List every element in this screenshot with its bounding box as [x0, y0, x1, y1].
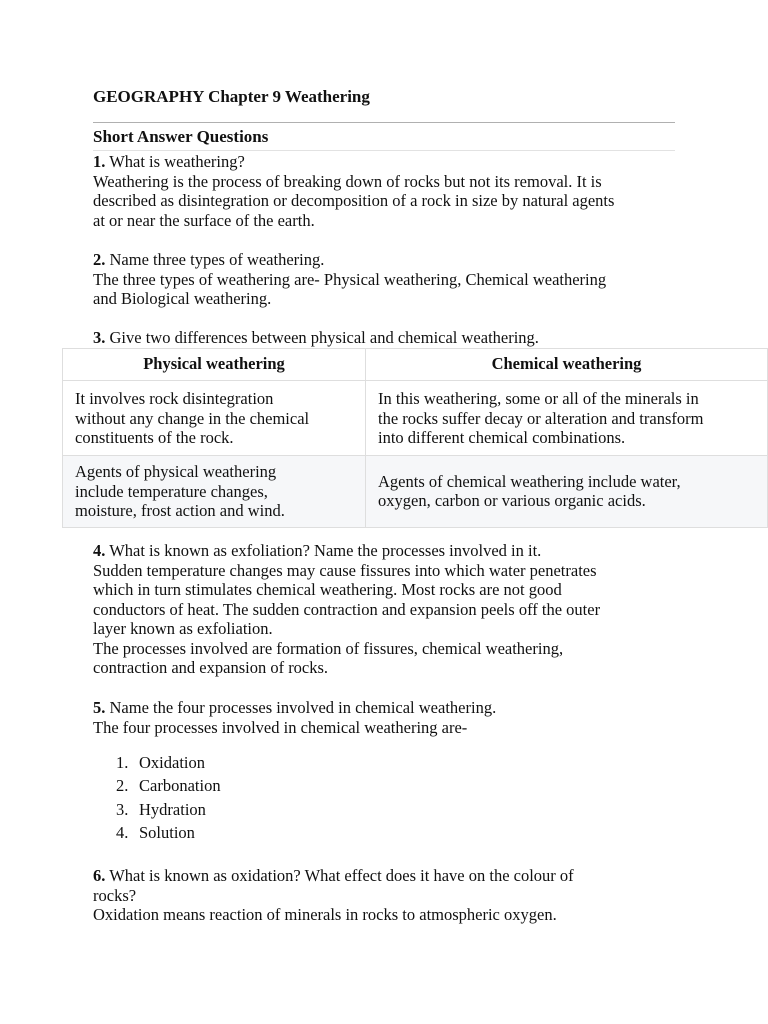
list-item [93, 753, 221, 776]
table-cell [366, 381, 768, 456]
answer-line: conductors of heat. The sudden contraction and expansion peels off the outer [93, 599, 601, 619]
answer-line: at or near the surface of the earth. [93, 210, 315, 230]
answer-line: which in turn stimulates chemical weathering. Most rocks are not good [93, 580, 562, 599]
answer-line: The four processes involved in chemical weathering are- [93, 717, 468, 737]
question-2 [93, 250, 693, 309]
question-number: 3. [93, 328, 106, 347]
cell-line: into different chemical combinations. [378, 428, 626, 447]
cell-line: oxygen, carbon or various organic acids. [378, 491, 646, 511]
question-number: 5. [93, 698, 106, 717]
list-text: Oxidation [139, 753, 205, 772]
list-item [93, 776, 221, 799]
list-number: 1. [116, 753, 129, 772]
question-6 [93, 866, 693, 925]
answer-line: Oxidation means reaction of minerals in rocks to atmospheric oxygen. [93, 905, 557, 924]
cell-line: the rocks suffer decay or alteration and transform [378, 408, 704, 428]
question-1 [93, 152, 693, 230]
section-title: Short Answer Questions [93, 127, 269, 146]
question-number: 1. [93, 152, 106, 171]
answer-line: described as disintegration or decomposition of a rock in size by natural agents [93, 191, 615, 210]
list-text: Carbonation [139, 776, 221, 796]
answer-line: and Biological weathering. [93, 289, 272, 308]
question-number: 2. [93, 250, 106, 269]
table-header-physical: Physical weathering [63, 349, 366, 381]
list-text: Hydration [139, 799, 206, 819]
question-text: Name three types of weathering. [109, 250, 325, 269]
question-3-text [93, 328, 693, 348]
list-text: Solution [139, 822, 195, 842]
cell-line: constituents of the rock. [75, 428, 234, 447]
question-number: 4. [93, 541, 106, 560]
question-number: 6. [93, 866, 106, 885]
cell-line: without any change in the chemical [75, 408, 310, 428]
answer-line: contraction and expansion of rocks. [93, 658, 329, 677]
question-text: Give two differences between physical and chemical weathering. [109, 328, 539, 347]
question-5 [93, 698, 693, 737]
question-4 [93, 541, 693, 678]
question-text: What is known as exfoliation? Name the processes involved in it. [109, 541, 542, 560]
process-list [93, 753, 221, 846]
list-item [93, 800, 221, 823]
cell-line: In this weathering, some or all of the minerals in [378, 389, 699, 408]
document-title: GEOGRAPHY Chapter 9 Weathering [93, 87, 370, 106]
question-text-continued: rocks? [93, 885, 137, 905]
table-header-chemical: Chemical weathering [366, 349, 768, 381]
answer-line: The three types of weathering are- Physical weathering, Chemical weathering [93, 269, 607, 289]
comparison-table [62, 348, 768, 528]
cell-line: Agents of chemical weathering include water, [378, 471, 681, 491]
answer-line: Weathering is the process of breaking down of rocks but not its removal. It is [93, 171, 602, 191]
table-header-row [63, 349, 768, 381]
question-4-text [93, 541, 693, 561]
list-number: 4. [116, 822, 129, 842]
answer-line: Sudden temperature changes may cause fissures into which water penetrates [93, 560, 597, 580]
question-5-text [93, 698, 693, 718]
table-row [63, 456, 768, 528]
table-cell [366, 456, 768, 528]
question-3 [93, 328, 693, 348]
cell-line: include temperature changes, [75, 481, 268, 501]
question-6-text [93, 866, 693, 886]
list-number: 3. [116, 799, 129, 819]
question-2-text [93, 250, 693, 270]
cell-line: It involves rock disintegration [75, 389, 274, 408]
table-row [63, 381, 768, 456]
question-text: What is known as oxidation? What effect does it have on the colour of [109, 866, 574, 885]
question-1-text [93, 152, 693, 172]
title-divider [93, 122, 675, 123]
cell-line: Agents of physical weathering [75, 462, 277, 481]
table-cell [63, 456, 366, 528]
cell-line: moisture, frost action and wind. [75, 501, 285, 520]
section-divider [93, 150, 675, 151]
list-number: 2. [116, 776, 129, 796]
answer-line: The processes involved are formation of fissures, chemical weathering, [93, 638, 564, 658]
list-item [93, 823, 221, 846]
answer-line: layer known as exfoliation. [93, 619, 273, 638]
table-cell [63, 381, 366, 456]
question-text: What is weathering? [109, 152, 245, 171]
question-text: Name the four processes involved in chemical weathering. [109, 698, 497, 717]
